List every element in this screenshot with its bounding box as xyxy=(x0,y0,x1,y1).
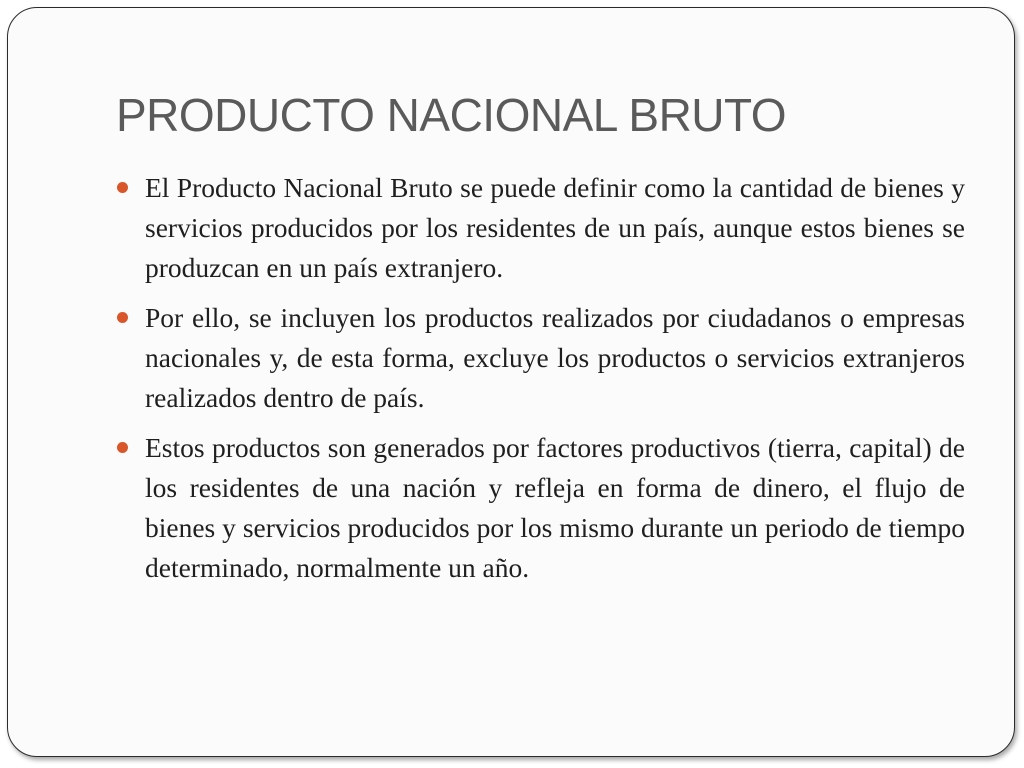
bullet-item xyxy=(112,298,965,418)
bullet-dot-icon xyxy=(117,182,128,193)
bullet-list xyxy=(112,168,965,598)
bullet-text: El Producto Nacional Bruto se puede definir como la cantidad de bienes y servicios producidos por los residentes de un país, aunque estos bienes se produzcan en un país extranjero. xyxy=(145,172,965,283)
slide-title: PRODUCTO NACIONAL BRUTO xyxy=(116,89,787,141)
slide-frame xyxy=(7,7,1015,757)
bullet-dot-icon xyxy=(117,442,128,453)
bullet-text: Por ello, se incluyen los productos realizados por ciudadanos o empresas nacionales y, de esta forma, excluye los productos o servicios extranjeros realizados dentro de país. xyxy=(145,302,965,413)
bullet-item xyxy=(112,428,965,588)
bullet-dot-icon xyxy=(117,312,128,323)
bullet-text: Estos productos son generados por factores productivos (tierra, capital) de los residentes de una nación y refleja en forma de dinero, el flujo de bienes y servicios producidos por los mismo durante un periodo de tiempo determinado, normalmente un año. xyxy=(145,432,965,583)
bullet-item xyxy=(112,168,965,288)
